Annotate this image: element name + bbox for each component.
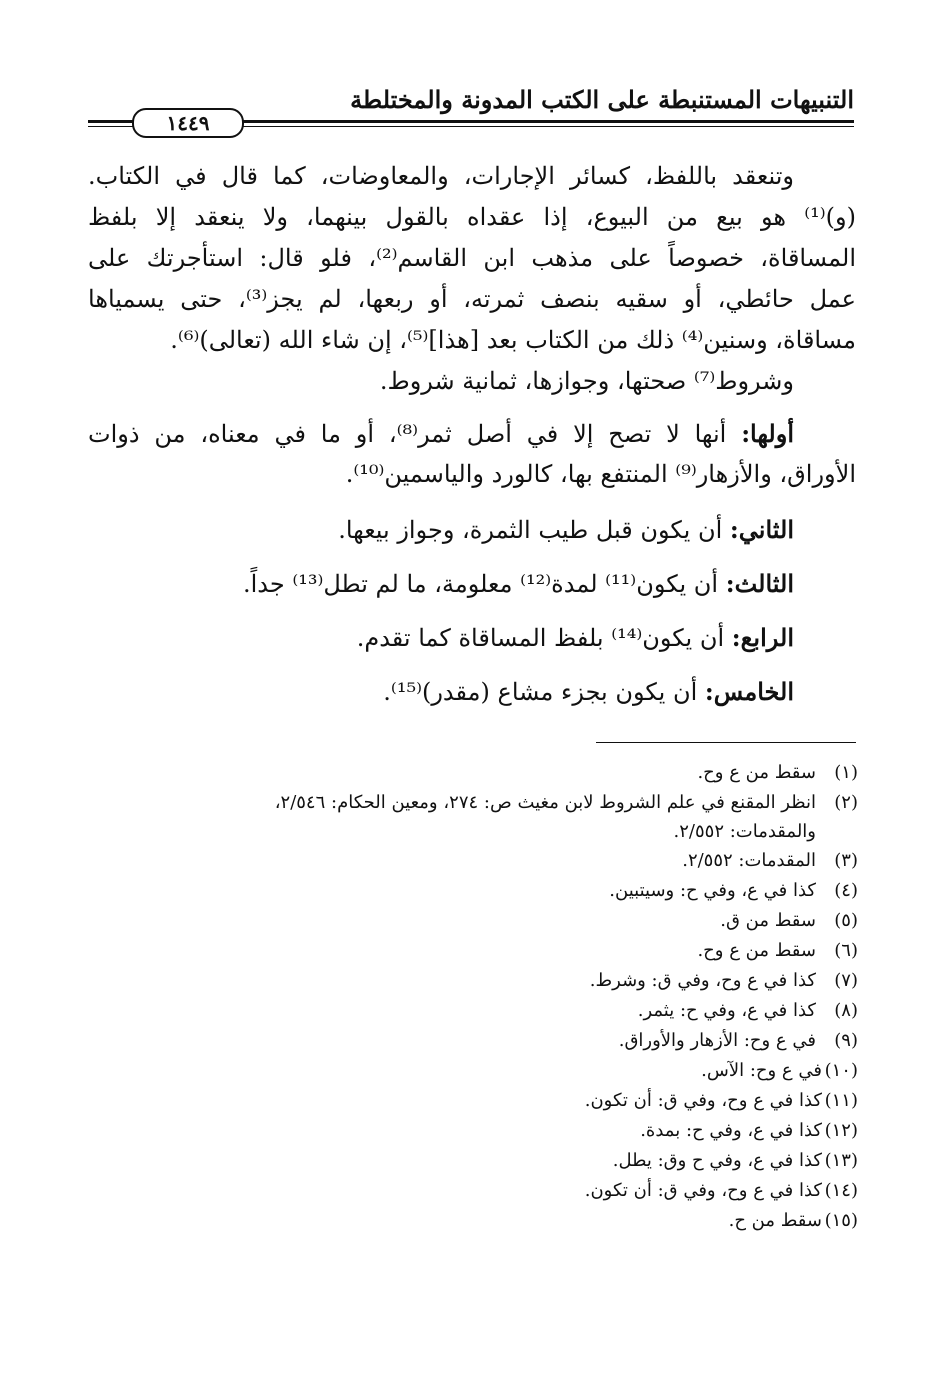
footnote-number: (١١) (824, 1090, 858, 1111)
footnote-text: في ع وح: الآس. (701, 1060, 822, 1081)
condition-label: الثالث: (725, 569, 794, 598)
footnote-separator (596, 742, 856, 743)
footnotes (88, 758, 858, 1236)
footnote-text: كذا في ع، وفي ح: بمدة. (640, 1120, 822, 1141)
footnote-text: في ع وح: الأزهار والأوراق. (618, 1030, 816, 1051)
footnote-item (88, 1146, 858, 1176)
footnote-number: (٤) (834, 880, 858, 901)
footnote-number: (٢) (834, 792, 858, 813)
footnote-continuation: والمقدمات: ٢/٥٥٢. (673, 821, 816, 842)
footnote-item (88, 1026, 858, 1056)
text-line: مساقاة، وسنين⁽⁴⁾ ذلك من الكتاب بعد [هذا]⁽⁵⁾، إن شاء الله (تعالى)⁽⁶⁾. (170, 326, 856, 354)
footnote-number: (١٤) (824, 1180, 858, 1201)
condition-fourth (357, 618, 794, 658)
footnote-number: (١٣) (824, 1150, 858, 1171)
condition-label: الرابع: (731, 623, 794, 652)
condition-text: أن يكون قبل طيب الثمرة، وجواز بيعها. (338, 516, 723, 544)
footnote-text: سقط من ح. (728, 1210, 822, 1231)
text-line: وشروط⁽⁷⁾ صحتها، وجوازها، ثمانية شروط. (379, 367, 794, 395)
main-text (88, 156, 856, 495)
footnote-item (88, 906, 858, 936)
text-line: المساقاة، خصوصاً على مذهب ابن القاسم⁽²⁾، فلو قال: استأجرتك على (88, 244, 856, 272)
footnote-item (88, 846, 858, 876)
footnote-item (88, 936, 858, 966)
footnote-number: (١٥) (824, 1210, 858, 1231)
footnote-item (88, 996, 858, 1026)
footnote-text: سقط من ع وح. (697, 762, 816, 783)
footnote-text: كذا في ع وح، وفي ق: وشرط. (589, 970, 816, 991)
footnote-item (88, 876, 858, 906)
footnote-item (88, 1176, 858, 1206)
footnote-number: (١٠) (824, 1060, 858, 1081)
footnote-number: (٩) (834, 1030, 858, 1051)
condition-second (338, 510, 794, 550)
running-header (88, 82, 854, 135)
condition-first (88, 413, 856, 454)
footnote-item (88, 758, 858, 788)
footnote-text: سقط من ع وح. (697, 940, 816, 961)
text-line: وتنعقد باللفظ، كسائر الإجارات، والمعاوضات، كما قال في الكتاب. (88, 162, 794, 190)
footnote-number: (٨) (834, 1000, 858, 1021)
text-line: عمل حائطي، أو سقيه بنصف ثمرته، أو ربعها، لم يجز⁽³⁾، حتى يسمياها (88, 285, 856, 313)
condition-fifth (383, 672, 794, 712)
footnote-text: كذا في ع وح، وفي ق: أن تكون. (584, 1180, 822, 1201)
condition-third (243, 564, 794, 604)
footnote-text: انظر المقنع في علم الشروط لابن مغيث ص: ٢٧٤، ومعين الحكام: ٢/٥٤٦، (274, 792, 816, 813)
condition-text: أن يكون بجزء مشاع (مقدر)⁽¹⁵⁾. (383, 678, 698, 706)
footnote-item (88, 966, 858, 996)
footnote-number: (١٢) (824, 1120, 858, 1141)
footnote-number: (٥) (834, 910, 858, 931)
footnote-text: كذا في ع، وفي ح وق: يطل. (612, 1150, 822, 1171)
footnote-item (88, 1056, 858, 1086)
condition-text: أن يكون⁽¹¹⁾ لمدة⁽¹²⁾ معلومة، ما لم تطل⁽¹³⁾ جداً. (242, 570, 719, 598)
page-number: ١٤٤٩ (132, 108, 244, 138)
text-line: (و)⁽¹⁾ هو بيع من البيوع، إذا عقداه بالقول بينهما، ولا ينعقد إلا بلفظ (88, 203, 856, 231)
footnote-number: (١) (834, 762, 858, 783)
running-title: التنبيهات المستنبطة على الكتب المدونة والمختلطة (350, 85, 854, 114)
condition-label: الخامس: (704, 677, 794, 706)
condition-text: أن يكون⁽¹⁴⁾ بلفظ المساقاة كما تقدم. (356, 624, 725, 652)
footnote-number: (٣) (834, 850, 858, 871)
footnote-item (88, 788, 858, 818)
footnote-item (88, 1086, 858, 1116)
footnote-text: كذا في ع وح، وفي ق: أن تكون. (584, 1090, 822, 1111)
text-line: الأوراق، والأزهار⁽⁹⁾ المنتفع بها، كالورد والياسمين⁽¹⁰⁾. (345, 460, 856, 488)
footnote-text: المقدمات: ٢/٥٥٢. (682, 850, 816, 871)
footnote-number: (٦) (834, 940, 858, 961)
footnote-number: (٧) (834, 970, 858, 991)
condition-text: أنها لا تصح إلا في أصل ثمر⁽⁸⁾، أو ما في معناه، من ذوات (88, 420, 727, 448)
footnote-text: كذا في ع، وفي ح: يثمر. (637, 1000, 816, 1021)
condition-label: أولها: (741, 419, 794, 448)
condition-label: الثاني: (729, 515, 794, 544)
footnote-text: كذا في ع، وفي ح: وسيتبين. (609, 880, 816, 901)
footnote-text: سقط من ق. (720, 910, 816, 931)
footnote-item (88, 1206, 858, 1236)
footnote-item (88, 1116, 858, 1146)
